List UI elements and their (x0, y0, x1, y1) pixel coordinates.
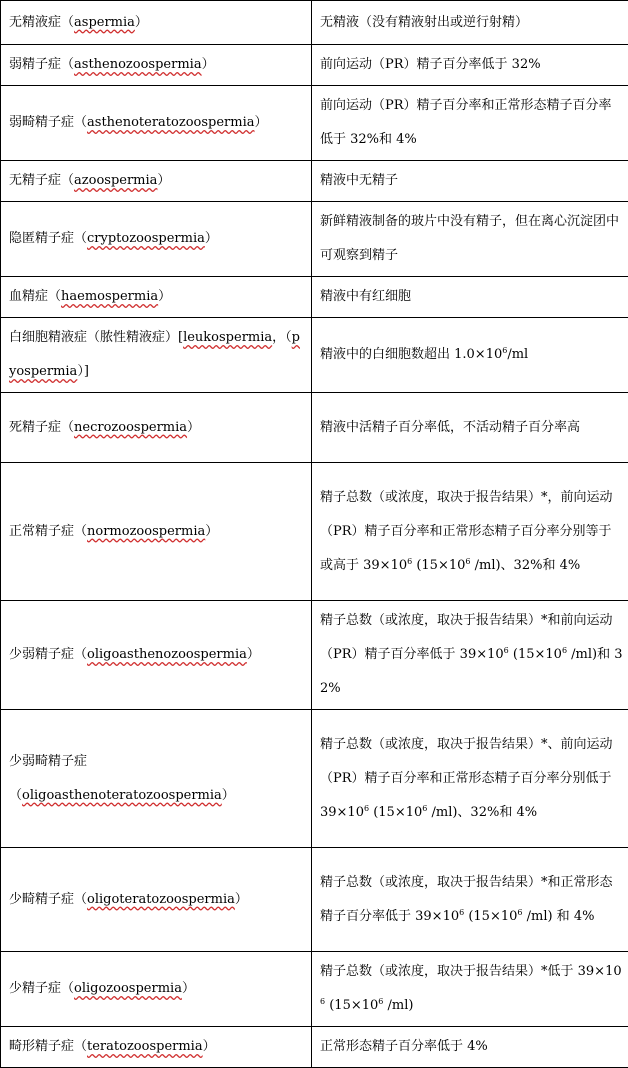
definition-text: 精子总数（或浓度，取决于报告结果）*，前向运动（PR）精子百分率和正常形态精子百分率分别等于或高于 39×10 (320, 490, 613, 573)
definition-text: (15×10 (369, 805, 422, 820)
term-cell (1, 848, 312, 952)
table-row (1, 1027, 628, 1068)
definition-text: 精液中的白细胞数超出 1.0×10 (320, 347, 502, 362)
definition-text: 精子总数（或浓度，取决于报告结果）*低于 39×10 (320, 964, 622, 979)
table-row (1, 601, 628, 710)
definition-text: (15×10 (325, 998, 378, 1013)
definition-cell (312, 1027, 628, 1068)
definition-cell (312, 277, 628, 318)
table-row (1, 393, 628, 463)
table-row (1, 45, 628, 86)
term-cell (1, 86, 312, 161)
term-cell (1, 393, 312, 463)
term-cell (1, 277, 312, 318)
table-row (1, 86, 628, 161)
term-bracket: ） (205, 524, 218, 539)
definition-cell (312, 952, 628, 1027)
term-bracket: ） (157, 173, 170, 188)
table-row (1, 318, 628, 393)
term-english: necrozoospermia (74, 420, 187, 435)
exponent: 6 (378, 997, 383, 1006)
term-bracket: ） (158, 289, 171, 304)
table-row (1, 161, 628, 202)
table-row (1, 463, 628, 601)
exponent: 6 (504, 646, 509, 655)
definition-text: 精液中有红细胞 (320, 289, 411, 304)
term-cell (1, 318, 312, 393)
definition-cell (312, 318, 628, 393)
term-cell (1, 710, 312, 848)
definition-text: 精子总数（或浓度，取决于报告结果）*和正常形态精子百分率低于 39×10 (320, 875, 613, 924)
table-row (1, 710, 628, 848)
term-chinese: 正常精子症（ (9, 524, 87, 539)
definition-text: /ml) (383, 998, 413, 1013)
term-chinese: 无精子症（ (9, 173, 74, 188)
exponent: 6 (517, 908, 522, 917)
table-row (1, 952, 628, 1027)
definition-text: /ml)和 32% (320, 647, 623, 696)
definition-text: /ml)、32%和 4% (470, 558, 580, 573)
term-chinese: 少畸精子症（ (9, 892, 87, 907)
table-row (1, 277, 628, 318)
term-english-alt: pyospermia (9, 330, 300, 379)
definition-text: 前向运动（PR）精子百分率和正常形态精子百分率低于 32%和 4% (320, 98, 612, 147)
term-bracket: ） (222, 788, 235, 803)
term-cell (1, 161, 312, 202)
definition-text: 精液中无精子 (320, 173, 398, 188)
definition-text: 前向运动（PR）精子百分率低于 32% (320, 57, 541, 72)
exponent: 6 (562, 646, 567, 655)
definition-unit: /ml (507, 347, 528, 362)
term-bracket: ） (187, 420, 200, 435)
term-english: oligoasthenoteratozoospermia (22, 788, 222, 803)
term-bracket: ） (202, 57, 215, 72)
term-english: oligoasthenozoospermia (87, 647, 247, 662)
term-cell (1, 463, 312, 601)
term-chinese: 死精子症（ (9, 420, 74, 435)
definition-cell (312, 463, 628, 601)
term-english: normozoospermia (87, 524, 205, 539)
term-english: asthenozoospermia (74, 57, 202, 72)
term-cell (1, 1, 312, 45)
exponent: 6 (364, 804, 369, 813)
exponent: 6 (459, 908, 464, 917)
term-chinese: 隐匿精子症（ (9, 231, 87, 246)
definition-text: 新鲜精液制备的玻片中没有精子，但在离心沉淀团中可观察到精子 (320, 214, 619, 263)
term-english: azoospermia (74, 173, 157, 188)
exponent: 6 (422, 804, 427, 813)
table-row (1, 202, 628, 277)
definition-text: /ml)、32%和 4% (427, 805, 537, 820)
term-chinese: 少精子症（ (9, 981, 74, 996)
term-chinese: 少弱精子症（ (9, 647, 87, 662)
term-bracket: ） (203, 1039, 216, 1054)
term-chinese: 白细胞精液症（脓性精液症）[ (9, 330, 183, 345)
term-cell (1, 45, 312, 86)
term-cell (1, 952, 312, 1027)
definition-text: (15×10 (412, 558, 465, 573)
term-chinese: 弱畸精子症（ (9, 115, 87, 130)
exponent: 6 (465, 557, 470, 566)
term-chinese: 血精症（ (9, 289, 61, 304)
term-bracket: ） (255, 115, 268, 130)
definition-cell (312, 601, 628, 710)
term-chinese: 弱精子症（ (9, 57, 74, 72)
table-row (1, 1, 628, 45)
term-chinese: 畸形精子症（ (9, 1039, 87, 1054)
definition-cell (312, 202, 628, 277)
term-english: cryptozoospermia (87, 231, 205, 246)
definition-text: (15×10 (509, 647, 562, 662)
definition-cell (312, 1, 628, 45)
term-bracket: ） (205, 231, 218, 246)
term-chinese: 少弱畸精子症 (9, 754, 87, 769)
term-english: leukospermia (183, 330, 272, 345)
definition-text: /ml) 和 4% (522, 909, 594, 924)
table-row (1, 848, 628, 952)
definition-text: 正常形态精子百分率低于 4% (320, 1039, 488, 1054)
definition-cell (312, 45, 628, 86)
term-bracket: ） (247, 647, 260, 662)
exponent: 6 (320, 997, 325, 1006)
definition-cell (312, 848, 628, 952)
term-chinese: 无精液症（ (9, 15, 74, 30)
definition-text: 精子总数（或浓度，取决于报告结果）*、前向运动（PR）精子百分率和正常形态精子百分率分别低于 39×10 (320, 737, 613, 820)
term-cell (1, 202, 312, 277)
exponent: 6 (502, 346, 507, 355)
term-english: haemospermia (61, 289, 158, 304)
term-bracket: ） (182, 981, 195, 996)
term-cell (1, 1027, 312, 1068)
definition-cell (312, 710, 628, 848)
definition-text: 精子总数（或浓度，取决于报告结果）*和前向运动（PR）精子百分率低于 39×10 (320, 613, 613, 662)
term-english: aspermia (74, 15, 135, 30)
term-english: oligozoospermia (74, 981, 182, 996)
term-english: asthenoteratozoospermia (87, 115, 254, 130)
term-separator: ，（ (272, 330, 292, 345)
term-bracket: ）] (77, 364, 89, 379)
exponent: 6 (407, 557, 412, 566)
definition-text: (15×10 (464, 909, 517, 924)
term-bracket: （ (9, 788, 22, 803)
definition-text: 无精液（没有精液射出或逆行射精） (320, 15, 528, 30)
term-cell (1, 601, 312, 710)
term-english: teratozoospermia (87, 1039, 203, 1054)
definition-cell (312, 393, 628, 463)
definition-cell (312, 86, 628, 161)
definition-text: 精液中活精子百分率低，不活动精子百分率高 (320, 420, 580, 435)
term-bracket: ） (235, 892, 248, 907)
term-bracket: ） (135, 15, 148, 30)
term-english: oligoteratozoospermia (87, 892, 235, 907)
definition-cell (312, 161, 628, 202)
